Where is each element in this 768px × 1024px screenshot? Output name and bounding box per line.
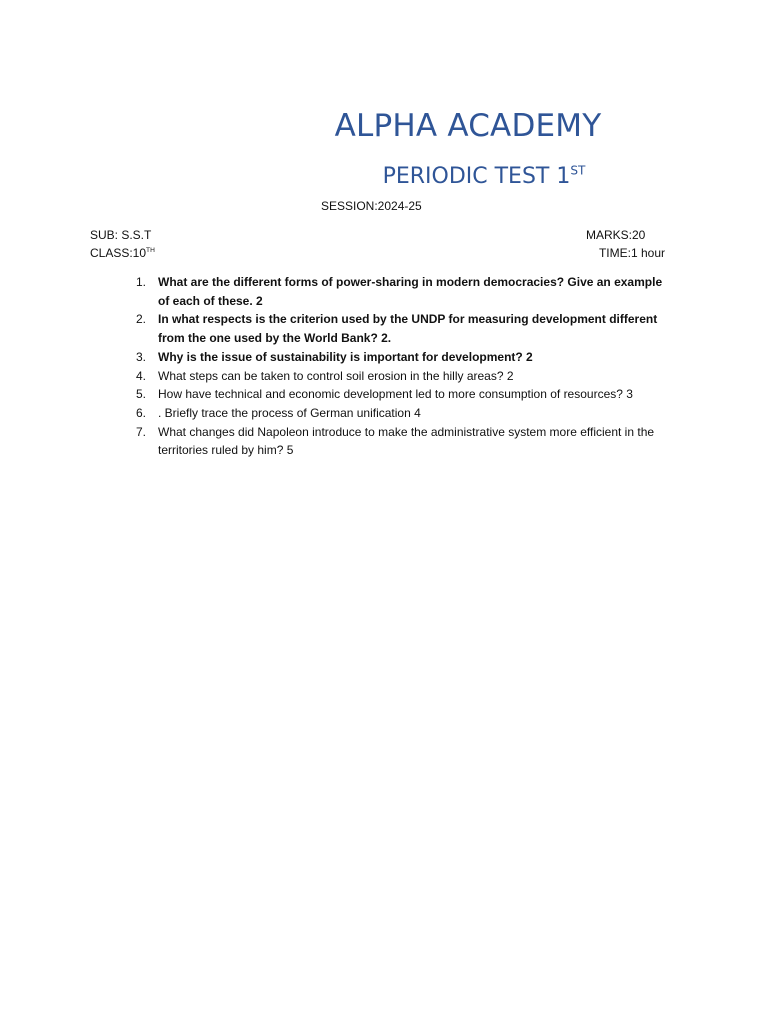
test-title xyxy=(0,164,768,189)
question-number: 3. xyxy=(136,349,147,364)
class-label-text: CLASS:10 xyxy=(90,246,147,260)
question-number: 5. xyxy=(136,387,147,402)
question-item xyxy=(130,273,670,310)
question-text: In what respects is the criterion used by the UNDP for measuring development different from the one used by the World Bank? 2. xyxy=(158,312,658,346)
class-label xyxy=(90,246,155,260)
question-item xyxy=(130,423,670,460)
question-number: 7. xyxy=(136,424,147,439)
question-number: 6. xyxy=(136,405,147,420)
question-text: What steps can be taken to control soil erosion in the hilly areas? 2 xyxy=(158,368,514,383)
time-label: TIME:1 hour xyxy=(598,246,665,260)
test-title-superscript: ST xyxy=(570,163,586,178)
question-list xyxy=(130,273,670,460)
session-label: SESSION:2024-25 xyxy=(321,199,422,213)
question-text: What changes did Napoleon introduce to make the administrative system more efficient in the territories ruled by him? 5 xyxy=(158,424,655,458)
question-item xyxy=(130,348,670,367)
question-item xyxy=(130,310,670,347)
question-item xyxy=(130,385,670,404)
test-title-text: PERIODIC TEST 1 xyxy=(382,164,571,189)
question-number: 1. xyxy=(136,275,147,289)
question-item xyxy=(130,404,670,423)
question-text: What are the different forms of power-sharing in modern democracies? Give an example of each of these. 2 xyxy=(158,275,663,308)
question-text: . Briefly trace the process of German unification 4 xyxy=(158,405,421,420)
marks-label: MARKS:20 xyxy=(586,228,646,242)
school-name: ALPHA ACADEMY xyxy=(334,108,602,144)
question-number: 4. xyxy=(136,368,147,383)
question-item xyxy=(130,367,670,386)
question-text: How have technical and economic development led to more consumption of resources? 3 xyxy=(158,387,633,402)
class-label-superscript: TH xyxy=(146,247,155,254)
subject-label: SUB: S.S.T xyxy=(90,228,152,242)
question-text: Why is the issue of sustainability is important for development? 2 xyxy=(158,349,533,364)
question-number: 2. xyxy=(136,312,147,327)
